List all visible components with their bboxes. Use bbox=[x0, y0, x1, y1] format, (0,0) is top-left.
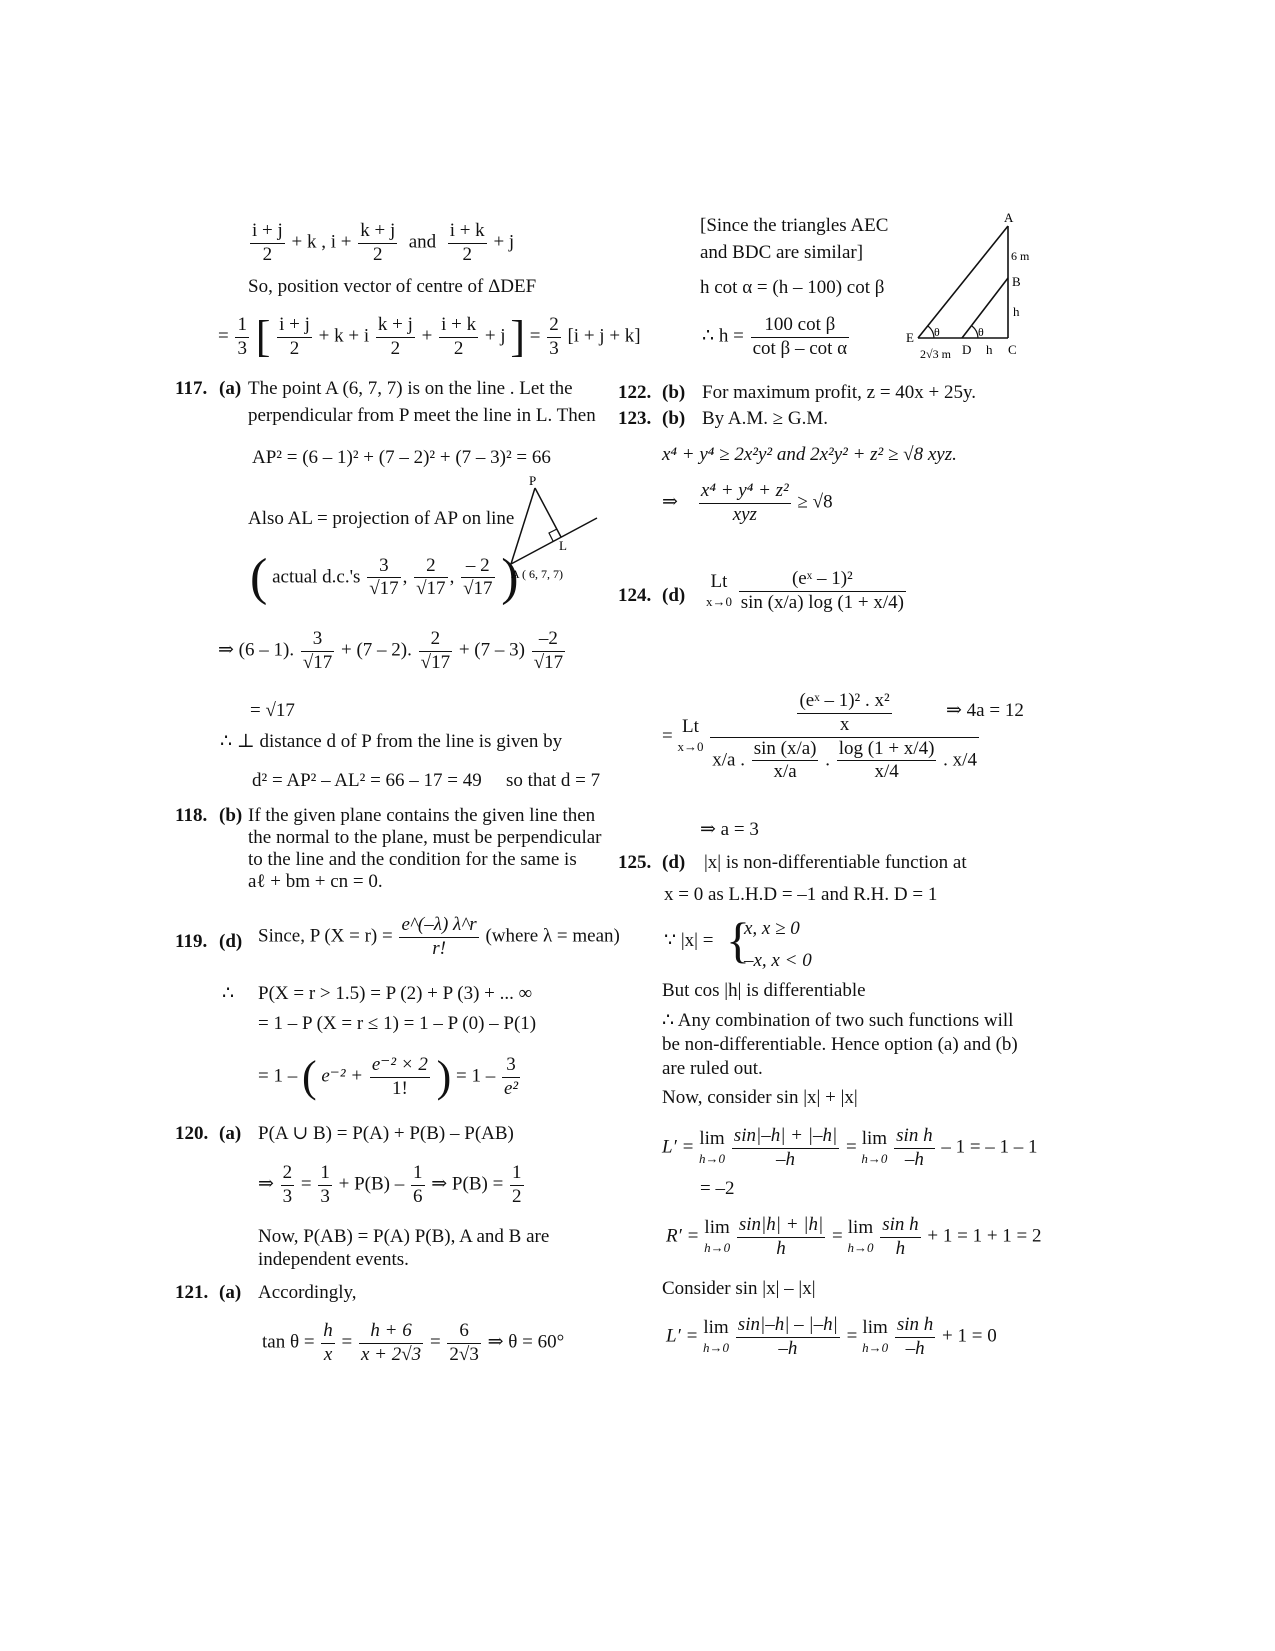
frac-num: 2 bbox=[414, 555, 447, 579]
q118-line1: If the given plane contains the given line then bbox=[248, 805, 596, 826]
frac-den: 6 bbox=[413, 1185, 423, 1207]
text: + k + i bbox=[318, 325, 370, 347]
label-l: L bbox=[559, 538, 567, 553]
text: and bbox=[408, 231, 437, 253]
line-pl bbox=[535, 488, 561, 537]
text: ⇒ bbox=[662, 491, 678, 513]
text: actual d.c.'s bbox=[272, 566, 361, 588]
frac-den: 3 bbox=[282, 1185, 293, 1207]
q121-number: 121. bbox=[175, 1282, 209, 1303]
q118-number: 118. bbox=[175, 805, 208, 826]
frac-num: i + k bbox=[439, 314, 478, 338]
text: = bbox=[529, 325, 541, 347]
q119-line4 bbox=[258, 1052, 522, 1103]
frac-num bbox=[710, 690, 979, 738]
lim-label: lim bbox=[703, 1316, 729, 1338]
frac-den: x bbox=[323, 1343, 333, 1365]
lim-label: lim bbox=[847, 1216, 874, 1238]
lim-label: lim bbox=[861, 1127, 888, 1149]
text: ⇒ bbox=[258, 1173, 274, 1195]
frac-den: sin (x/a) log (1 + x/4) bbox=[740, 591, 904, 613]
inner-num: (eˣ – 1)² . x² bbox=[797, 690, 891, 714]
frac-den: h bbox=[776, 1237, 786, 1259]
text: , bbox=[402, 566, 408, 588]
frac-den: 2 bbox=[262, 243, 273, 265]
lprime-1-result: = –2 bbox=[700, 1178, 735, 1199]
label-h-vertical: h bbox=[1013, 304, 1020, 319]
frac-num: 1 bbox=[411, 1162, 425, 1186]
q117-d2: d² = AP² – AL² = 66 – 17 = 49 bbox=[252, 770, 482, 791]
frac-den: 2 bbox=[373, 243, 383, 265]
label-h-base: h bbox=[986, 342, 993, 357]
q125-now: Now, consider sin |x| + |x| bbox=[662, 1087, 858, 1108]
text: L′ = bbox=[666, 1325, 699, 1347]
text: = bbox=[662, 725, 673, 747]
frac-num: 3 bbox=[301, 628, 334, 652]
lt-label: Lt bbox=[710, 570, 728, 592]
q125-because: ∵ |x| = bbox=[664, 930, 714, 951]
text: = 1 – bbox=[258, 1065, 298, 1087]
text: + k , bbox=[291, 231, 326, 253]
text: ≥ √8 bbox=[797, 491, 833, 513]
lim-sub: h→0 bbox=[699, 1150, 726, 1166]
text: = bbox=[429, 1331, 441, 1353]
rprime bbox=[666, 1214, 1042, 1261]
q117-number: 117. bbox=[175, 378, 208, 399]
lim-sub: h→0 bbox=[847, 1239, 874, 1255]
label-a: A ( 6, 7, 7) bbox=[511, 567, 563, 581]
frac-num: 6 bbox=[447, 1320, 480, 1344]
q125-case2: –x, x < 0 bbox=[744, 950, 812, 971]
label-theta-e: θ bbox=[934, 325, 940, 339]
q124-result: ⇒ 4a = 12 bbox=[946, 700, 1024, 721]
text: = bbox=[300, 1173, 312, 1195]
frac-num: – 2 bbox=[461, 555, 494, 579]
text: Since, P (X = r) = bbox=[258, 925, 393, 947]
text: = bbox=[845, 1136, 857, 1158]
perpendicular-figure bbox=[505, 474, 605, 584]
q123-line2: x⁴ + y⁴ ≥ 2x²y² and 2x²y² + z² ≥ √8 xyz. bbox=[662, 444, 957, 465]
q122-answer: (b) bbox=[662, 382, 686, 403]
lim-sub: h→0 bbox=[861, 1150, 888, 1166]
q123-implies bbox=[662, 480, 833, 527]
q125-line1: |x| is non-differentiable function at bbox=[704, 852, 967, 873]
paren: ) bbox=[501, 549, 519, 606]
text: + 1 = 0 bbox=[942, 1325, 997, 1347]
text: ⇒ θ = 60° bbox=[487, 1331, 565, 1353]
frac-den: 2 bbox=[289, 337, 300, 359]
q117-dc bbox=[250, 548, 519, 608]
frac-num: i + k bbox=[448, 220, 487, 244]
frac-den: √17 bbox=[369, 578, 399, 600]
frac-den: r! bbox=[432, 937, 446, 959]
lim-label: lim bbox=[704, 1216, 730, 1238]
q120-number: 120. bbox=[175, 1123, 209, 1144]
frac-num: sin|h| + |h| bbox=[737, 1214, 825, 1238]
frac-den: √17 bbox=[302, 651, 333, 673]
frac-den: 2 bbox=[512, 1185, 522, 1207]
q119-therefore: ∴ bbox=[222, 983, 235, 1004]
frac-den: x/a . $\frac{\sin (x/a)}{x/a}$ . $\frac{\log (1 + x/4)}{x/4}$ . x/4 bbox=[712, 737, 977, 783]
inner-num: log (1 + x/4) bbox=[837, 738, 937, 762]
frac-den: √17 bbox=[420, 651, 451, 673]
frac-num: 100 cot β bbox=[751, 314, 850, 338]
label-theta-d: θ bbox=[978, 325, 984, 339]
frac-num: 2 bbox=[547, 314, 561, 338]
label-6m: 6 m bbox=[1011, 249, 1030, 263]
frac-num: e^(–λ) λ^r bbox=[399, 914, 478, 938]
inner-den: x bbox=[839, 713, 850, 735]
frac-num: (eˣ – 1)² bbox=[739, 568, 906, 592]
q117-also: Also AL = projection of AP on line bbox=[248, 508, 515, 529]
lt-label: Lt bbox=[682, 716, 699, 738]
text: + (7 – 3) bbox=[458, 639, 525, 661]
frac-den: x + 2√3 bbox=[361, 1343, 422, 1365]
frac-den: √17 bbox=[416, 578, 446, 600]
lim-sub: h→0 bbox=[862, 1339, 889, 1355]
frac-den: 3 bbox=[549, 337, 559, 359]
frac-den: 1! bbox=[391, 1077, 408, 1099]
triangle-figure bbox=[900, 206, 1045, 364]
frac-num: 2 bbox=[281, 1162, 295, 1186]
text: x/4 bbox=[952, 749, 977, 771]
paren: ( bbox=[301, 1052, 317, 1101]
frac-num: k + j bbox=[376, 314, 415, 338]
hcot-equation: h cot α = (h – 100) cot β bbox=[700, 277, 885, 298]
q120-line1: P(A ∪ B) = P(A) + P(B) – P(AB) bbox=[258, 1123, 514, 1144]
similar-line2: and BDC are similar] bbox=[700, 242, 864, 263]
q121-answer: (a) bbox=[219, 1282, 242, 1303]
q119-number: 119. bbox=[175, 931, 208, 952]
text: + P(B) – bbox=[338, 1173, 405, 1195]
text: = bbox=[831, 1225, 843, 1247]
q123-answer: (b) bbox=[662, 408, 686, 429]
frac-num: h + 6 bbox=[359, 1320, 423, 1344]
frac-num: h bbox=[321, 1320, 335, 1344]
frac-num: i + j bbox=[277, 314, 312, 338]
frac-den: √17 bbox=[533, 651, 564, 673]
frac-den: cot β – cot α bbox=[752, 337, 848, 359]
frac-den: –h bbox=[904, 1148, 924, 1170]
text: = bbox=[846, 1325, 858, 1347]
text: – 1 = – 1 – 1 bbox=[941, 1136, 1038, 1158]
frac-num: 3 bbox=[502, 1054, 520, 1078]
lim-sub: h→0 bbox=[704, 1239, 731, 1255]
frac-den: 2 bbox=[462, 243, 472, 265]
h-equation bbox=[702, 314, 851, 361]
q125-any3: are ruled out. bbox=[662, 1058, 763, 1079]
q118-line2: the normal to the plane, must be perpendicular bbox=[248, 827, 602, 848]
q124-step2 bbox=[662, 690, 981, 784]
q118-line3: to the line and the condition for the same is bbox=[248, 849, 577, 870]
frac-num: x⁴ + y⁴ + z² bbox=[699, 480, 791, 504]
frac-num: sin|–h| + |–h| bbox=[732, 1125, 839, 1149]
text: = bbox=[218, 325, 229, 347]
q125-number: 125. bbox=[618, 852, 652, 873]
bracket: ] bbox=[510, 312, 525, 361]
lim-label: lim bbox=[862, 1316, 888, 1338]
q120-line4: independent events. bbox=[258, 1249, 409, 1270]
frac-num: sin h bbox=[880, 1214, 920, 1238]
text: (where λ = mean) bbox=[485, 925, 620, 947]
label-c: C bbox=[1008, 342, 1017, 357]
q119-line2: P(X = r > 1.5) = P (2) + P (3) + ... ∞ bbox=[258, 983, 533, 1004]
inner-num: sin (x/a) bbox=[752, 738, 819, 762]
q117-therefore: ∴ ⊥ distance d of P from the line is given by bbox=[220, 731, 563, 752]
frac-num: sin h bbox=[894, 1125, 934, 1149]
text: + j bbox=[484, 325, 506, 347]
q125-case1: x, x ≥ 0 bbox=[744, 918, 800, 939]
frac-num: 2 bbox=[419, 628, 452, 652]
q117-eq17: = √17 bbox=[250, 700, 295, 721]
text: ⇒ (6 – 1). bbox=[218, 639, 295, 661]
text: + (7 – 2). bbox=[341, 639, 412, 661]
frac-num: sin h bbox=[895, 1314, 935, 1338]
text: = 1 – bbox=[456, 1065, 496, 1087]
frac-den: –h bbox=[778, 1337, 798, 1359]
q117-sothat: so that d = 7 bbox=[506, 770, 601, 791]
label-p: P bbox=[529, 474, 537, 488]
frac-num: sin|–h| – |–h| bbox=[736, 1314, 840, 1338]
text: ∴ h = bbox=[702, 325, 744, 347]
text: [i + j + k] bbox=[567, 325, 641, 347]
brace: { bbox=[726, 912, 750, 968]
label-a: A bbox=[1004, 210, 1014, 225]
frac-num: 1 bbox=[510, 1162, 524, 1186]
text: R′ = bbox=[666, 1225, 700, 1247]
frac-num: 1 bbox=[318, 1162, 332, 1186]
q125-answer: (d) bbox=[662, 852, 686, 873]
q124-answer: (d) bbox=[662, 585, 686, 606]
q122-text: For maximum profit, z = 40x + 25y. bbox=[702, 382, 977, 403]
q120-line2 bbox=[258, 1162, 526, 1209]
q120-line3: Now, P(AB) = P(A) P(B), A and B are bbox=[258, 1226, 550, 1247]
text: e⁻² + bbox=[321, 1065, 364, 1087]
text: ⇒ P(B) = bbox=[431, 1173, 504, 1195]
text: i + bbox=[330, 231, 352, 253]
dc-prelude bbox=[248, 220, 514, 267]
hyp-ea bbox=[918, 226, 1008, 338]
q125-line2: x = 0 as L.H.D = –1 and R.H. D = 1 bbox=[664, 884, 938, 905]
lt-sub: x→0 bbox=[677, 739, 704, 755]
paren: ( bbox=[250, 549, 268, 606]
bracket: [ bbox=[255, 312, 271, 361]
lim-sub: h→0 bbox=[703, 1339, 730, 1355]
label-b: B bbox=[1012, 274, 1021, 289]
centre-equation bbox=[218, 312, 641, 363]
frac-num: i + j bbox=[250, 220, 285, 244]
lprime-1 bbox=[662, 1125, 1038, 1172]
similar-line1: [Since the triangles AEC bbox=[700, 215, 889, 236]
lt-sub: x→0 bbox=[706, 593, 732, 609]
frac-den: e² bbox=[503, 1077, 519, 1099]
text: L′ = bbox=[662, 1136, 695, 1158]
q117-implies bbox=[218, 628, 567, 675]
text: + 1 = 1 + 1 = 2 bbox=[927, 1225, 1042, 1247]
q117-line2: perpendicular from P meet the line in L. Then bbox=[248, 405, 596, 426]
frac-den: xyz bbox=[732, 503, 757, 525]
q125-any2: be non-differentiable. Hence option (a) and (b) bbox=[662, 1034, 1018, 1055]
hyp-db bbox=[962, 278, 1008, 338]
frac-den: –h bbox=[905, 1337, 925, 1359]
q125-any1: ∴ Any combination of two such functions will bbox=[662, 1010, 1014, 1031]
q122-number: 122. bbox=[618, 382, 652, 403]
inner-den: x/a bbox=[773, 761, 797, 783]
q123-text: By A.M. ≥ G.M. bbox=[702, 408, 829, 429]
inner-den: x/4 bbox=[874, 761, 899, 783]
text: tan θ = bbox=[262, 1331, 315, 1353]
consider-2: Consider sin |x| – |x| bbox=[662, 1278, 816, 1299]
q120-answer: (a) bbox=[219, 1123, 242, 1144]
frac-num: e⁻² × 2 bbox=[370, 1054, 430, 1078]
lim-label: lim bbox=[699, 1127, 725, 1149]
frac-den: 2 bbox=[453, 337, 464, 359]
label-e: E bbox=[906, 330, 914, 345]
frac-num: –2 bbox=[532, 628, 565, 652]
text: + bbox=[421, 325, 433, 347]
frac-den: 3 bbox=[237, 337, 247, 359]
q121-line1: Accordingly, bbox=[258, 1282, 357, 1303]
q117-line1: The point A (6, 7, 7) is on the line . Let the bbox=[248, 378, 573, 399]
text: x/a bbox=[712, 749, 736, 771]
q124-a3: ⇒ a = 3 bbox=[700, 819, 759, 840]
q125-but: But cos |h| is differentiable bbox=[662, 980, 866, 1001]
frac-num: k + j bbox=[358, 220, 397, 244]
paren: ) bbox=[436, 1052, 452, 1101]
text: + j bbox=[493, 231, 515, 253]
q121-tan bbox=[262, 1320, 564, 1367]
label-d: D bbox=[962, 342, 972, 357]
frac-den: h bbox=[895, 1237, 906, 1259]
q118-line4: aℓ + bm + cn = 0. bbox=[248, 871, 383, 892]
q123-number: 123. bbox=[618, 408, 652, 429]
q117-ap2: AP² = (6 – 1)² + (7 – 2)² + (7 – 3)² = 66 bbox=[252, 447, 551, 468]
frac-num: 3 bbox=[367, 555, 400, 579]
q119-pmf bbox=[258, 914, 620, 961]
centre-statement: So, position vector of centre of ΔDEF bbox=[248, 276, 537, 297]
text: = bbox=[341, 1331, 353, 1353]
lprime-2 bbox=[666, 1314, 997, 1361]
frac-den: √17 bbox=[463, 578, 493, 600]
q124-limit bbox=[706, 568, 908, 615]
frac-den: –h bbox=[775, 1148, 795, 1170]
q119-answer: (d) bbox=[219, 931, 243, 952]
text: , bbox=[449, 566, 455, 588]
frac-den: 2 bbox=[390, 337, 401, 359]
q124-number: 124. bbox=[618, 585, 652, 606]
frac-num: 1 bbox=[235, 314, 249, 338]
frac-den: 2√3 bbox=[449, 1343, 479, 1365]
q118-answer: (b) bbox=[219, 805, 243, 826]
q119-line3: = 1 – P (X = r ≤ 1) = 1 – P (0) – P(1) bbox=[258, 1013, 537, 1034]
frac-den: 3 bbox=[320, 1185, 330, 1207]
q117-answer: (a) bbox=[219, 378, 242, 399]
label-2root3m: 2√3 m bbox=[920, 347, 951, 361]
